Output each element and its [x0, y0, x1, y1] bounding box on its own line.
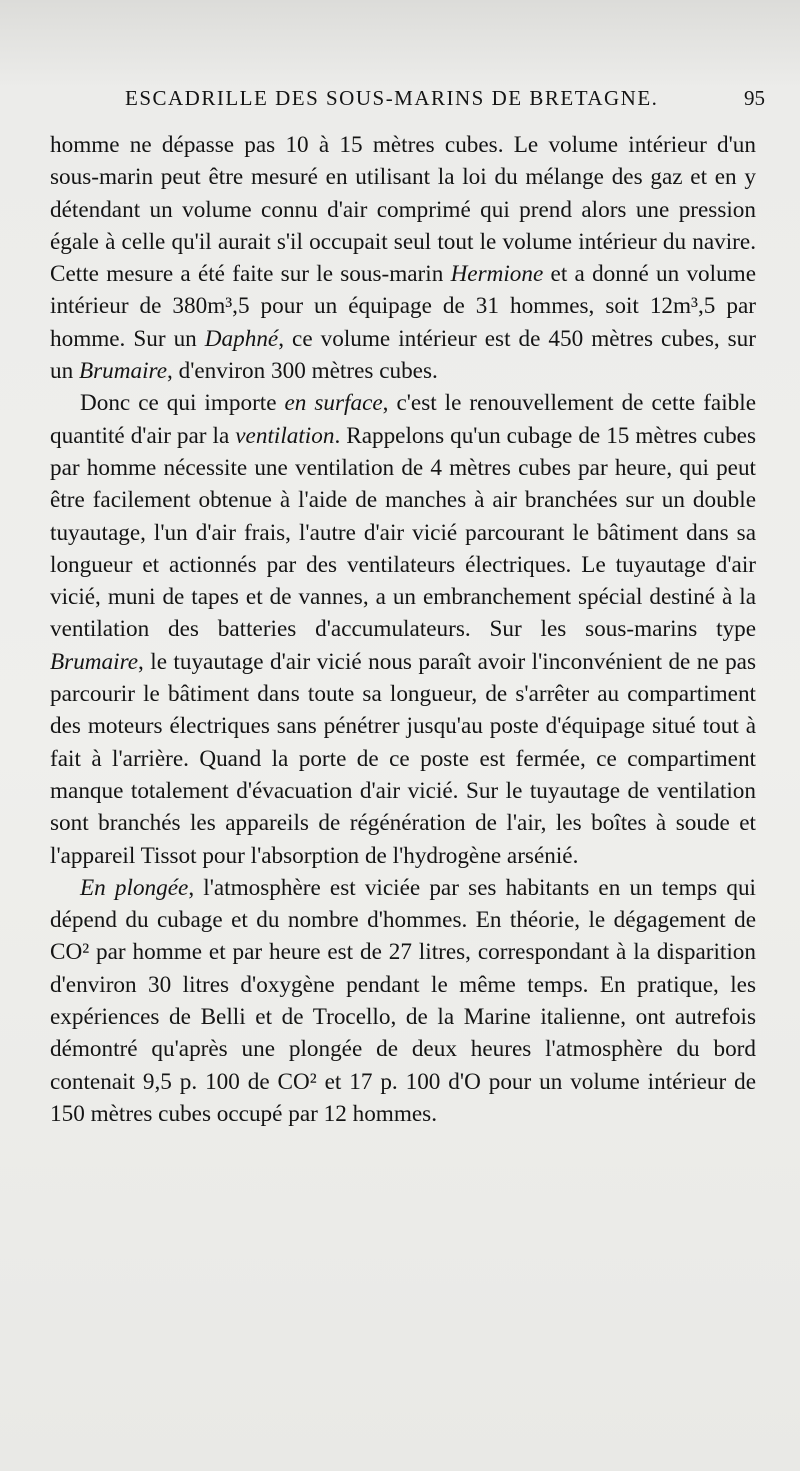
page-body [50, 129, 756, 1130]
text-segment: . Rappelons qu'un cubage de 15 mètres cubes par homme nécessite une ventilation de 4 mètres cubes par heure, qui peut être facilement obtenue à l'aide de manches à air branchées sur un double tuyautage, l'un d'air frais, l'autre d'air vicié parcourant le bâtiment dans sa longueur et actionnés par des ventilateurs électriques. Le tuyautage d'air vicié, muni de tapes et de vannes, a un embranchement spécial destiné à la ventilation des batteries d'accumulateurs. Sur les sous-marins type [50, 422, 756, 643]
emphasis-en-plongee: En plongée [80, 874, 189, 901]
page-header [125, 86, 765, 116]
ship-name-daphne: Daphné [204, 325, 279, 352]
text-segment: Donc ce qui importe [80, 390, 285, 417]
text-segment: homme ne dépasse pas 10 à 15 mètres cubes. Le volume intérieur d'un sous-marin peut être mesuré en utilisant la loi du mélange des gaz et en y détendant un volume connu d'air comprimé qui prend alors une pression égale à celle qu'il aurait s'il occupait seul tout le volume intérieur du navire. Cette mesure a été faite sur le sous-marin [50, 132, 756, 288]
page-number: 95 [744, 86, 765, 110]
text-segment: , c'est le renouvellement de cette faible quantité d'air par la [50, 390, 756, 449]
running-title: ESCADRILLE DES SOUS-MARINS DE BRETAGNE. [125, 86, 659, 110]
paragraph-2 [50, 387, 756, 871]
paragraph-3 [50, 872, 756, 1130]
text-segment: , l'atmosphère est viciée par ses habitants en un temps qui dépend du cubage et du nombre d'hommes. En théorie, le dégagement de CO² par homme et par heure est de 27 litres, correspondant à la disparition d'environ 30 litres d'oxygène pendant le même temps. En pratique, les expériences de Belli et de Trocello, de la Marine italienne, ont autrefois démontré qu'après une plongée de deux heures l'atmosphère du bord contenait 9,5 p. 100 de CO² et 17 p. 100 d'O pour un volume intérieur de 150 mètres cubes occupé par 12 hommes. [50, 874, 756, 1127]
emphasis-ventilation: ventilation [235, 422, 335, 449]
ship-name-hermione: Hermione [450, 261, 544, 288]
text-segment: et a donné un volume intérieur de 380m³,5 pour un équipage de 31 hommes, soit 12m³,5 par homme. Sur un [50, 261, 757, 352]
text-segment: , le tuyautage d'air vicié nous paraît avoir l'inconvénient de ne pas parcourir le bâtiment dans toute sa longueur, de s'arrêter au compartiment des moteurs électriques sans pénétrer jusqu'au poste d'équipage situé tout à fait à l'arrière. Quand la porte de ce poste est fermée, ce compartiment manque totalement d'évacuation d'air vicié. Sur le tuyautage de ventilation sont branchés les appareils de régénération de l'air, les boîtes à soude et l'appareil Tissot pour l'absorption de l'hydrogène arsénié. [50, 648, 756, 869]
ship-name-brumaire: Brumaire [50, 648, 139, 675]
ship-name-brumaire: Brumaire [78, 358, 168, 385]
text-segment: , ce volume intérieur est de 450 mètres cubes, sur un [50, 325, 756, 385]
emphasis-en-surface: en surface [284, 390, 383, 417]
text-segment: , d'environ 300 mètres cubes. [167, 358, 438, 385]
paragraph-1 [50, 129, 756, 387]
